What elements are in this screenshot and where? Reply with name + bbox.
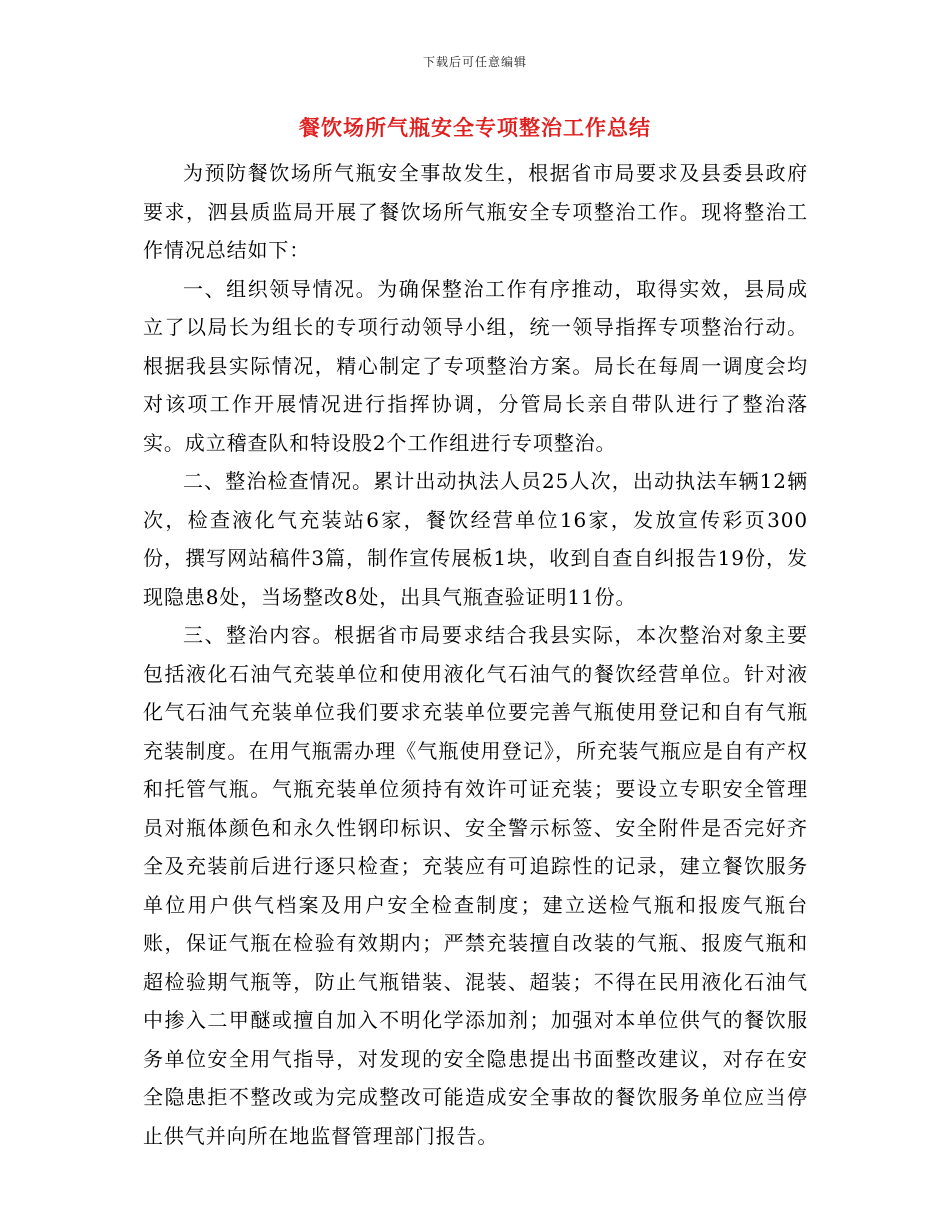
paragraph-organization: 一、组织领导情况。为确保整治工作有序推动，取得实效，县局成立了以局长为组长的专项行动领导小组，统一领导指挥专项整治行动。根据我县实际情况，精心制定了专项整治方案。局长在每周一调度会均对该项工作开展情况进行指挥协调，分管局长亲自带队进行了整治落实。成立稽查队和特设股2个工作组进行专项整治。 (143, 276, 808, 455)
header-note: 下载后可任意编辑 (422, 55, 527, 69)
paragraph-content: 三、整治内容。根据省市局要求结合我县实际，本次整治对象主要包括液化石油气充装单位和使用液化气石油气的餐饮经营单位。针对液化气石油气充装单位我们要求充装单位要完善气瓶使用登记和自有气瓶充装制度。在用气瓶需办理《气瓶使用登记》，所充装气瓶应是自有产权和托管气瓶。气瓶充装单位须持有效许可证充装；要设立专职安全管理员对瓶体颜色和永久性钢印标识、安全警示标签、安全附件是否完好齐全及充装前后进行逐只检查；充装应有可追踪性的记录，建立餐饮服务单位用户供气档案及用户安全检查制度；建立送检气瓶和报废气瓶台账，保证气瓶在检验有效期内；严禁充装擅自改装的气瓶、报废气瓶和超检验期气瓶等，防止气瓶错装、混装、超装；不得在民用液化石油气中掺入二甲醚或擅自加入不明化学添加剂；加强对本单位供气的餐饮服务单位安全用气指导，对发现的安全隐患提出书面整改建议，对存在安全隐患拒不整改或为完成整改可能造成安全事故的餐饮服务单位应当停止供气并向所在地监督管理部门报告。 (143, 623, 808, 1148)
paragraph-inspection: 二、整治检查情况。累计出动执法人员25人次，出动执法车辆12辆次，检查液化气充装站6家，餐饮经营单位16家，发放宣传彩页300份，撰写网站稿件3篇，制作宣传展板1块，收到自查自纠报告19份，发现隐患8处，当场整改8处，出具气瓶查验证明11份。 (143, 469, 808, 609)
paragraph-intro: 为预防餐饮场所气瓶安全事故发生，根据省市局要求及县委县政府要求，泗县质监局开展了餐饮场所气瓶安全专项整治工作。现将整治工作情况总结如下： (143, 161, 808, 262)
document-body (143, 154, 808, 1155)
document-title: 餐饮场所气瓶安全专项整治工作总结 (299, 115, 651, 140)
